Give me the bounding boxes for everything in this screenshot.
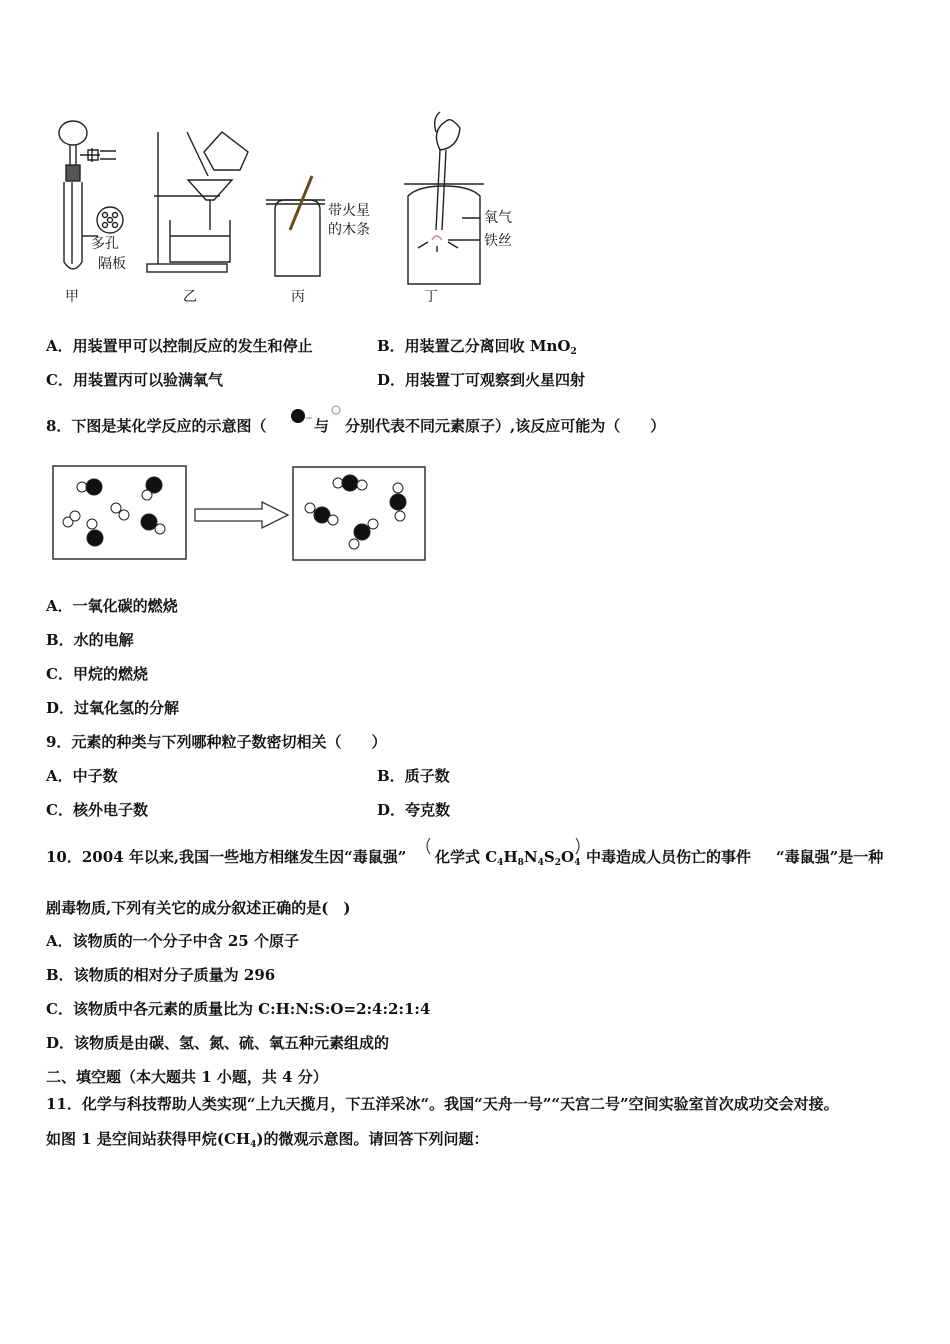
q9-option-a: A．中子数: [46, 767, 118, 785]
jia-caption: 甲: [65, 289, 79, 305]
jia-label-2: 隔板: [98, 256, 126, 272]
formula-sub: 2: [554, 858, 561, 868]
reaction-diagram: [53, 466, 425, 560]
formula-sub: 4: [537, 858, 544, 868]
q8-option-b: B．水的电解: [46, 631, 134, 649]
formula-element: S: [543, 848, 555, 866]
black-atom-icon: [291, 409, 305, 423]
ding-label-wire: 铁丝: [484, 233, 512, 249]
left-paren: [427, 838, 430, 854]
q10-option-c: C．该物质中各元素的质量比为 C:H:N:S:O=2:4:2:1:4: [46, 1000, 431, 1018]
bing-label-1: 带火星: [328, 203, 370, 219]
q10-stem-a: 10．2004 年以来,我国一些地方相继发生因“毒鼠强”: [46, 848, 407, 866]
q8-option-a: A．一氧化碳的燃烧: [46, 597, 178, 615]
formula-sub: 4: [574, 858, 581, 868]
apparatus-yi: [147, 132, 248, 272]
q8-stem-a: 8．下图是某化学反应的示意图（: [46, 417, 267, 435]
q9-option-b: B．质子数: [377, 767, 450, 785]
jia-label-1: 多孔: [91, 236, 119, 252]
q11-line2-sub: 4: [250, 1140, 257, 1150]
q9-stem: 9．元素的种类与下列哪种粒子数密切相关（ ）: [46, 733, 387, 751]
formula-sub: 4: [497, 858, 504, 868]
q11-line2-a: 如图 1 是空间站获得甲烷(CH: [46, 1130, 251, 1148]
q7-option-b: [377, 336, 577, 362]
yi-caption: 乙: [183, 289, 197, 305]
apparatus-ding: [404, 112, 484, 284]
ding-label-oxygen: 氧气: [484, 210, 512, 226]
bing-label-2: 的木条: [328, 222, 370, 238]
q9-option-c: C．核外电子数: [46, 801, 148, 819]
formula-sub: 8: [517, 858, 524, 868]
q10-option-b: B．该物质的相对分子质量为 296: [46, 966, 276, 984]
q10-option-a: A．该物质的一个分子中含 25 个原子: [46, 932, 299, 950]
formula-element: O: [560, 848, 575, 866]
ding-caption: 丁: [424, 289, 438, 305]
q8-option-c: C．甲烷的燃烧: [46, 665, 148, 683]
q9-option-d: D．夸克数: [377, 801, 451, 819]
q10-stem-c: “毒鼠强”是一种: [776, 848, 884, 866]
q7-option-d: D．用装置丁可观察到火星四射: [377, 371, 586, 389]
q7-option-b-sub: 2: [570, 347, 577, 357]
q10-stem-line2: 剧毒物质,下列有关它的成分叙述正确的是( ): [46, 899, 351, 917]
q8-stem-c: 分别代表不同元素原子）,该反应可能为（ ）: [345, 417, 666, 435]
q8-option-d: D．过氧化氢的分解: [46, 699, 180, 717]
q11-line2: [46, 1129, 488, 1155]
q8-stem-b: 与: [314, 417, 330, 435]
formula-element: N: [523, 848, 538, 866]
q10-stem-b: 中毒造成人员伤亡的事件: [586, 848, 752, 866]
apparatus-bing: [266, 176, 325, 276]
q10-formula: [435, 847, 580, 873]
q10-option-d: D．该物质是由碳、氢、氮、硫、氧五种元素组成的: [46, 1034, 390, 1052]
white-atom-icon: [332, 406, 340, 414]
section-heading: 二、填空题（本大题共 1 小题，共 4 分）: [46, 1068, 328, 1086]
q7-option-a: A．用装置甲可以控制反应的发生和停止: [46, 337, 313, 355]
formula-prefix: 化学式 C: [435, 848, 498, 866]
q11-line1: 11．化学与科技帮助人类实现“上九天揽月，下五洋采冰“。我国“天舟一号”“天宫二号”空间实验室首次成功交会对接。: [46, 1095, 839, 1113]
bing-caption: 丙: [291, 289, 305, 305]
q11-line2-b: )的微观示意图。请回答下列问题：: [256, 1130, 489, 1148]
formula-element: H: [503, 848, 518, 866]
q7-option-b-text: B．用装置乙分离回收 MnO: [377, 337, 571, 355]
q7-option-c: C．用装置丙可以验满氧气: [46, 371, 223, 389]
